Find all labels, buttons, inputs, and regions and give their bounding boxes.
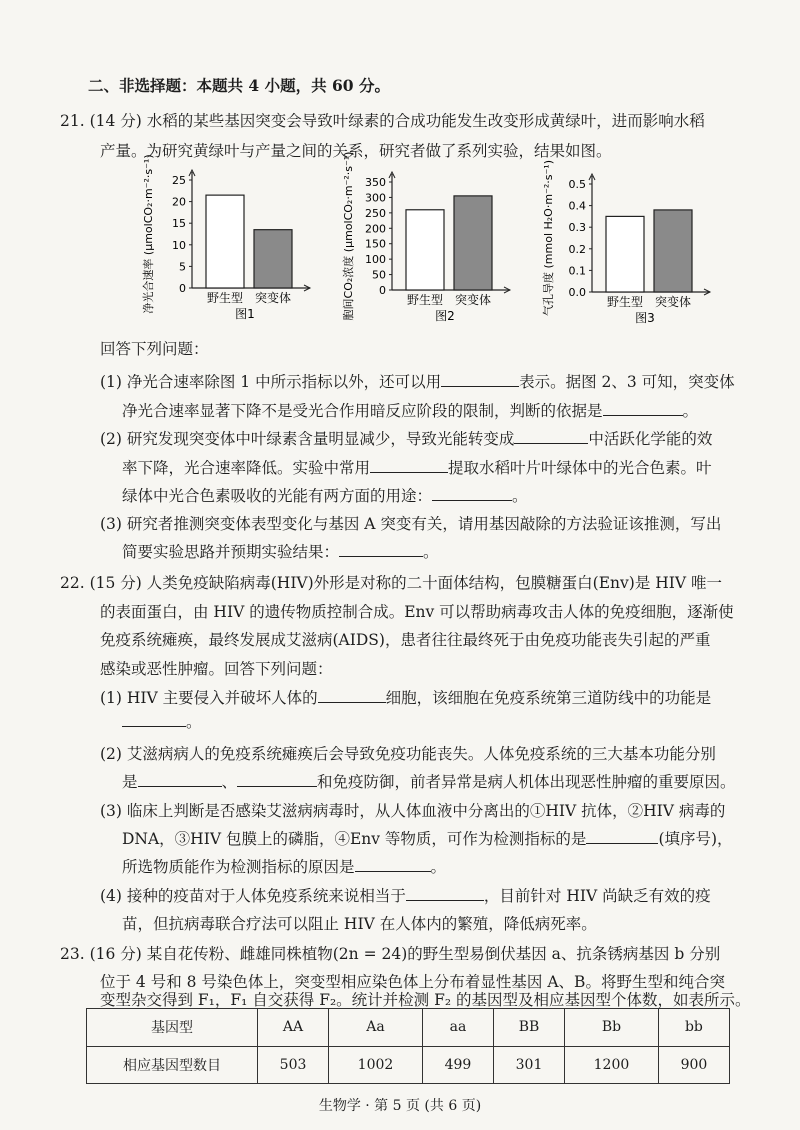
answer-blank-22-2a[interactable] [138, 772, 222, 787]
chart-tick-label: 150 [365, 237, 386, 251]
answer-blank-22-1b[interactable] [122, 712, 186, 727]
chart-bar [606, 216, 644, 292]
chart-tick-label: 0.1 [568, 264, 586, 278]
table-cell: Bb [565, 1009, 659, 1047]
chart-tick-label: 300 [365, 191, 386, 205]
q21-sub2-text-d: 提取水稻叶片叶绿体中的光合色素。叶 [448, 459, 712, 477]
chart-title: 图2 [435, 309, 455, 323]
q22-stem-line3: 免疫系统瘫痪，最终发展成艾滋病(AIDS)，患者往往最终死于由免疫功能丧失引起的严重 [100, 631, 711, 649]
genotype-table [86, 1008, 730, 1084]
q22-sub1-text-a: (1) HIV 主要侵入并破坏人体的 [100, 689, 318, 707]
chart-tick-label: 10 [172, 238, 186, 252]
chart-category-label: 野生型 [406, 293, 444, 307]
table-row-genotypes [87, 1009, 730, 1047]
answer-blank-22-4[interactable] [406, 886, 484, 901]
chart-category-label: 野生型 [606, 295, 644, 309]
chart-title: 图3 [635, 311, 655, 325]
q21-sub3-line2 [122, 542, 439, 562]
q23-stem-line2: 位于 4 号和 8 号染色体上，突变型相应染色体上分布着显性基因 A、B。将野生型和纯合突 [100, 973, 725, 991]
chart-tick-label: 0.0 [568, 286, 586, 299]
chart-tick-label: 0 [379, 284, 386, 297]
table-cell: Aa [329, 1009, 423, 1047]
chart-tick-label: 15 [172, 217, 186, 231]
q22-sub3-text-b: DNA，③HIV 包膜上的磷脂，④Env 等物质，可作为检测指标的是 [122, 830, 587, 848]
q22-sub2-text-d: 和免疫防御，前者异常是病人机体出现恶性肿瘤的重要原因。 [317, 773, 736, 791]
q22-sub3-text-e: 。 [430, 858, 447, 876]
answer-blank-22-2b[interactable] [237, 772, 317, 787]
table-header-genotype: 基因型 [87, 1009, 258, 1047]
q22-sub3-text-c: (填序号)， [658, 830, 733, 848]
chart-tick-label: 200 [365, 222, 386, 236]
figure-1 [140, 154, 340, 336]
q21-sub2-text-b: 中活跃化学能的效 [588, 430, 713, 448]
q22-sub2-text-b: 是 [122, 773, 138, 791]
chart-tick-label: 5 [179, 260, 186, 274]
chart-bar [406, 210, 444, 290]
q22-sub4-text-b: ，目前针对 HIV 尚缺乏有效的疫 [483, 887, 711, 905]
chart-category-label: 突变体 [254, 291, 292, 305]
chart-tick-label: 0.4 [568, 199, 586, 213]
q22-sub3-text-d: 所选物质能作为检测指标的原因是 [122, 858, 355, 876]
table-cell: 1002 [329, 1046, 423, 1084]
q21-sub2-text-e: 绿体中光合色素吸收的光能有两方面的用途： [122, 487, 433, 505]
table-cell: BB [493, 1009, 564, 1047]
q22-sub3-line3 [122, 857, 446, 877]
q21-sub3-text-c: 。 [423, 543, 439, 561]
q22-sub3-line1: (3) 临床上判断是否感染艾滋病病毒时，从人体血液中分离出的①HIV 抗体，②HIV 病毒的 [100, 802, 726, 820]
answer-blank-22-3a[interactable] [586, 829, 658, 844]
chart-tick-label: 20 [172, 195, 186, 209]
chart-category-label: 突变体 [654, 295, 692, 309]
table-cell: 1200 [565, 1046, 659, 1084]
answer-blank-22-1a[interactable] [318, 688, 386, 703]
answer-blank-21-3[interactable] [339, 542, 423, 557]
q21-sub2-text-a: (2) 研究发现突变体中叶绿素含量明显减少，导致光能转变成 [100, 430, 515, 448]
q22-stem-line4: 感染或恶性肿瘤。回答下列问题： [100, 660, 333, 678]
q22-stem-line1: 22. (15 分) 人类免疫缺陷病毒(HIV)外形是对称的二十面体结构，包膜糖蛋白(Env)是 HIV 唯一 [60, 574, 723, 592]
q22-sub4-text-a: (4) 接种的疫苗对于人体免疫系统来说相当于 [100, 887, 406, 905]
table-cell: 499 [422, 1046, 493, 1084]
q21-sub3-line1: (3) 研究者推测突变体表型变化与基因 A 突变有关，请用基因敲除的方法验证该推测，写出 [100, 515, 722, 533]
q21-sub3-text-b: 简要实验思路并预期实验结果： [122, 543, 340, 561]
q22-sub1-line2 [122, 712, 202, 732]
answer-blank-21-2a[interactable] [514, 429, 588, 444]
q21-sub1-line1 [100, 372, 735, 392]
table-cell: 900 [658, 1046, 729, 1084]
chart-tick-label: 25 [172, 174, 186, 187]
q21-sub2-line2 [122, 458, 712, 478]
table-cell: 503 [258, 1046, 329, 1084]
chart-3-svg [540, 159, 740, 337]
q22-sub4-line1 [100, 886, 711, 906]
table-cell: aa [422, 1009, 493, 1047]
chart-ylabel: 净光合速率 (μmolCO₂·m⁻²·s⁻¹) [142, 154, 155, 314]
q21-stem-line1: 21. (14 分) 水稻的某些基因突变会导致叶绿素的合成功能发生改变形成黄绿叶，进而影响水稻 [60, 112, 705, 130]
table-cell: AA [258, 1009, 329, 1047]
chart-bar [206, 195, 244, 288]
q21-sub1-text-c: 净光合速率显著下降不是受光合作用暗反应阶段的限制，判断的依据是 [122, 402, 603, 420]
q21-sub2-text-c: 率下降，光合速率降低。实验中常用 [122, 459, 371, 477]
table-cell: 301 [493, 1046, 564, 1084]
page-footer: 生物学 · 第 5 页 (共 6 页) [318, 1098, 482, 1114]
q21-sub2-line1 [100, 429, 712, 449]
chart-ylabel: 气孔导度 (mmol H₂O·m⁻²·s⁻¹) [542, 159, 555, 317]
figure-3 [540, 159, 740, 340]
chart-1-svg [140, 154, 340, 333]
q21-sub1-text-a: (1) 净光合速率除图 1 中所示指标以外，还可以用 [100, 373, 442, 391]
chart-bar [454, 196, 492, 290]
chart-tick-label: 0.3 [568, 221, 586, 235]
section-heading: 二、非选择题：本题共 4 小题，共 60 分。 [88, 76, 390, 95]
q23-stem-line1: 23. (16 分) 某自花传粉、雌雄同株植物(2n = 24)的野生型易倒伏基因 a、抗条锈病基因 b 分别 [60, 945, 721, 963]
answer-blank-21-1b[interactable] [603, 401, 683, 416]
chart-bar [254, 230, 292, 288]
q21-sub1-text-d: 。 [682, 402, 699, 420]
figure-2 [340, 151, 540, 338]
q21-answer-prompt: 回答下列问题： [100, 340, 209, 358]
chart-category-label: 野生型 [206, 291, 244, 305]
answer-blank-21-1a[interactable] [441, 372, 519, 387]
chart-tick-label: 50 [372, 268, 386, 282]
q22-sub2-line1: (2) 艾滋病病人的免疫系统瘫痪后会导致免疫功能丧失。人体免疫系统的三大基本功能分别 [100, 745, 716, 763]
table-header-count: 相应基因型数目 [87, 1046, 258, 1084]
q22-sub4-line2: 苗，但抗病毒联合疗法可以阻止 HIV 在人体内的繁殖，降低病死率。 [122, 915, 597, 933]
table-row-counts [87, 1046, 730, 1084]
q22-sub2-text-c: 、 [221, 773, 238, 791]
chart-tick-label: 350 [365, 176, 386, 189]
q21-stem-line2: 产量。为研究黄绿叶与产量之间的关系，研究者做了系列实验，结果如图。 [100, 142, 612, 160]
chart-tick-label: 0 [179, 282, 186, 295]
chart-tick-label: 100 [365, 253, 386, 267]
chart-tick-label: 0.2 [568, 242, 586, 256]
chart-category-label: 突变体 [454, 293, 492, 307]
chart-ylabel: 胞间CO₂浓度 (μmolCO₂·m⁻²·s⁻¹) [342, 151, 355, 321]
q21-sub1-line2 [122, 401, 698, 421]
answer-blank-22-3b[interactable] [355, 857, 431, 872]
q21-sub1-text-b: 表示。据图 2、3 可知，突变体 [519, 373, 735, 391]
q22-stem-line2: 的表面蛋白，由 HIV 的遗传物质控制合成。Env 可以帮助病毒攻击人体的免疫细胞，逐渐使 [100, 603, 734, 621]
q23-stem-line3: 变型杂交得到 F₁，F₁ 自交获得 F₂。统计并检测 F₂ 的基因型及相应基因型个体数，如表所示。 [100, 991, 751, 1009]
answer-blank-21-2b[interactable] [370, 458, 448, 473]
chart-title: 图1 [235, 307, 255, 321]
q21-sub2-text-f: 。 [512, 487, 528, 505]
chart-bar [654, 210, 692, 292]
q22-sub1-line1 [100, 688, 711, 708]
table-cell: bb [658, 1009, 729, 1047]
q22-sub3-line2 [122, 829, 733, 849]
chart-tick-label: 250 [365, 206, 386, 220]
chart-tick-label: 0.5 [568, 178, 586, 191]
answer-blank-21-2c[interactable] [432, 486, 512, 501]
q21-sub2-line3 [122, 486, 528, 506]
q22-sub1-text-c: 。 [186, 713, 202, 731]
chart-2-svg [340, 151, 540, 335]
q22-sub1-text-b: 细胞，该细胞在免疫系统第三道防线中的功能是 [385, 689, 712, 707]
q22-sub2-line2 [122, 772, 736, 792]
